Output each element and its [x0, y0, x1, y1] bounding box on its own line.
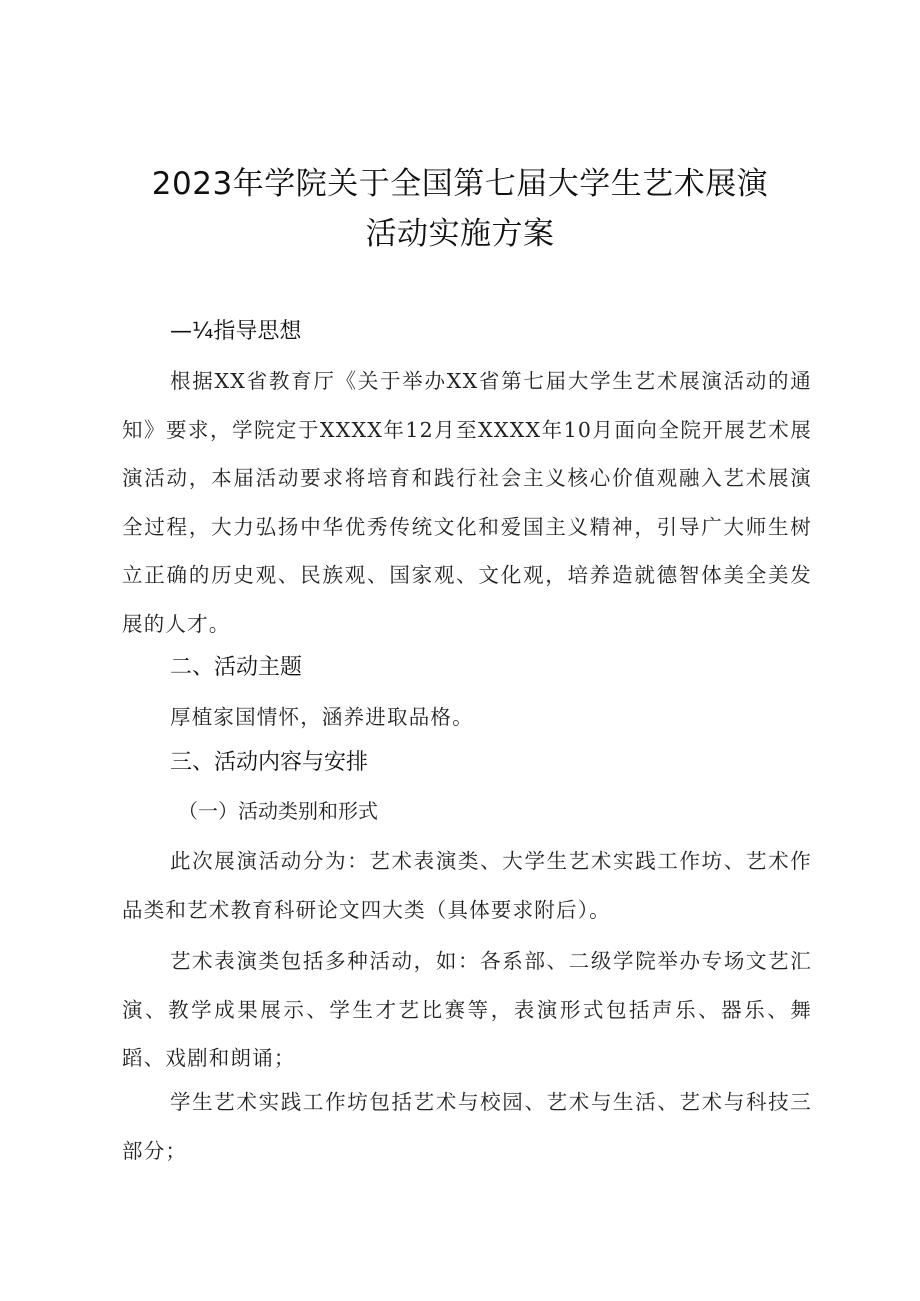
section-3-paragraph-2: 艺术表演类包括多种活动，如：各系部、二级学院举办专场文艺汇演、教学成果展示、学生才艺比赛等，表演形式包括声乐、器乐、舞蹈、戏剧和朗诵；	[122, 949, 812, 1070]
document-title-line-1: 2023年学院关于全国第七届大学生艺术展演	[151, 166, 769, 202]
section-1-heading: —¼指导思想	[170, 319, 302, 344]
document-title-line-2: 活动实施方案	[365, 216, 555, 252]
section-3-paragraph-1: 此次展演活动分为：艺术表演类、大学生艺术实践工作坊、艺术作品类和艺术教育科研论文四大类（具体要求附后）。	[122, 849, 812, 922]
section-3-subheading: （一）活动类别和形式	[178, 799, 378, 823]
section-3-heading: 三、活动内容与安排	[170, 750, 369, 775]
section-2-paragraph: 厚植家国情怀，涵养进取品格。	[170, 705, 474, 729]
section-3-paragraph-3: 学生艺术实践工作坊包括艺术与校园、艺术与生活、艺术与科技三部分；	[122, 1090, 812, 1163]
section-1-paragraph: 根据XX省教育厅《关于举办XX省第七届大学生艺术展演活动的通知》要求，学院定于XXXX年12月至XXXX年10月面向全院开展艺术展演活动，本届活动要求将培育和践行社会主义核心价值观融入艺术展演全过程，大力弘扬中华优秀传统文化和爱国主义精神，引导广大师生树立正确的历史观、民族观、国家观、文化观，培养造就德智体美全美发展的人才。	[122, 369, 812, 636]
section-2-heading: 二、活动主题	[170, 655, 303, 680]
